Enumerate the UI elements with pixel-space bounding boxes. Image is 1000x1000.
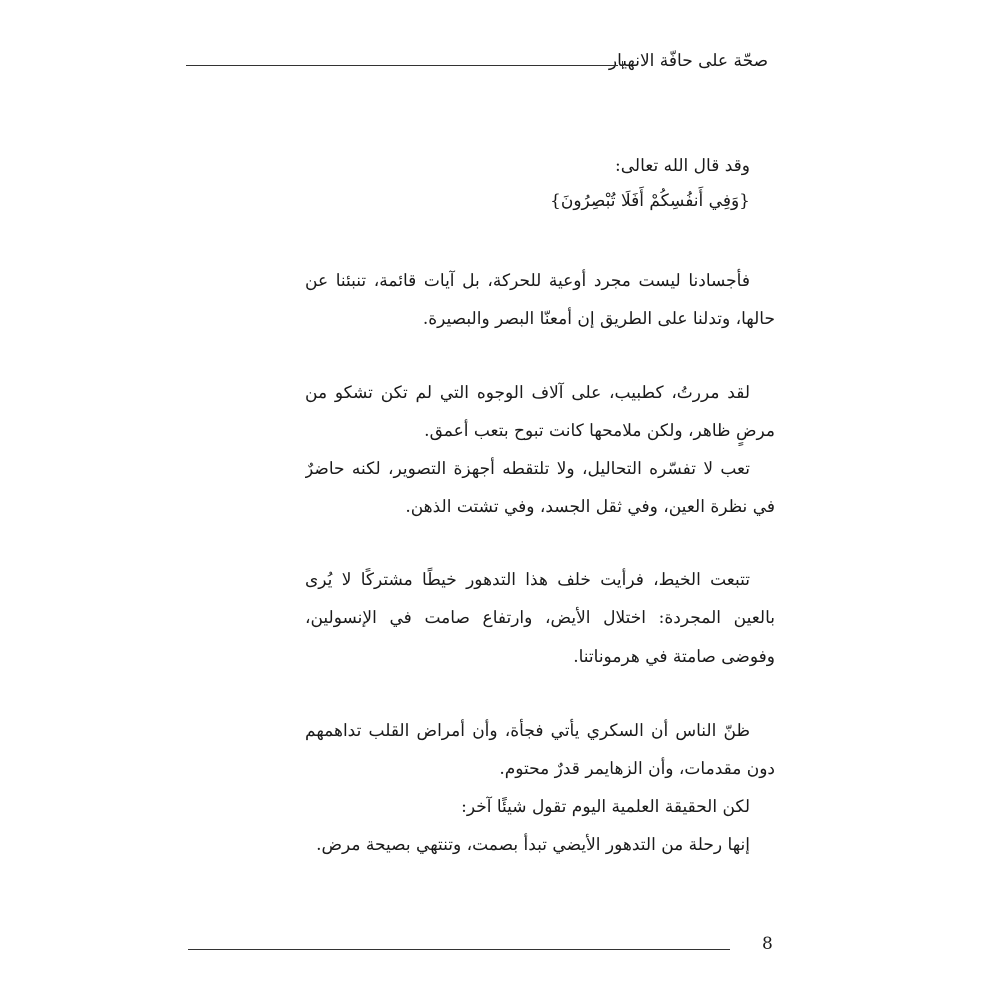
quran-verse: {وَفِي أَنفُسِكُمْ أَفَلَا تُبْصِرُونَ}	[550, 191, 750, 211]
running-header-title: صحّة على حافّة الانهيار	[608, 51, 768, 71]
header-rule	[186, 65, 618, 66]
paragraph-3-line-2: بالعين المجردة: اختلال الأيض، وارتفاع صامت في الإنسولين،	[305, 608, 775, 628]
paragraph-4-line-1: ظنّ الناس أن السكري يأتي فجأة، وأن أمراض القلب تداهمهم	[305, 721, 750, 741]
footer-rule	[188, 949, 730, 950]
paragraph-4-line-4: إنها رحلة من التدهور الأيضي تبدأ بصمت، وتنتهي بصيحة مرض.	[316, 835, 750, 855]
paragraph-2-line-4: في نظرة العين، وفي ثقل الجسد، وفي تشتت الذهن.	[405, 497, 775, 517]
paragraph-3-line-3: وفوضى صامتة في هرموناتنا.	[573, 647, 775, 667]
paragraph-2-line-2: مرضٍ ظاهر، ولكن ملامحها كانت تبوح بتعب أعمق.	[424, 421, 775, 441]
paragraph-1-line-2: حالها، وتدلنا على الطريق إن أمعنّا البصر والبصيرة.	[422, 309, 775, 329]
page-number: 8	[762, 934, 773, 954]
paragraph-4-line-3: لكن الحقيقة العلمية اليوم تقول شيئًا آخر:	[461, 797, 750, 817]
paragraph-3-line-1: تتبعت الخيط، فرأيت خلف هذا التدهور خيطًا مشتركًا لا يُرى	[305, 570, 750, 590]
paragraph-2-line-3: تعب لا تفسّره التحاليل، ولا تلتقطه أجهزة التصوير، لكنه حاضرٌ	[305, 459, 750, 479]
quote-intro: وقد قال الله تعالى:	[615, 156, 750, 176]
header-rule-tick	[618, 61, 623, 69]
paragraph-2-line-1: لقد مررتُ، كطبيب، على آلاف الوجوه التي لم تكن تشكو من	[305, 383, 750, 403]
paragraph-1-line-1: فأجسادنا ليست مجرد أوعية للحركة، بل آيات قائمة، تنبئنا عن	[305, 271, 750, 291]
paragraph-4-line-2: دون مقدمات، وأن الزهايمر قدرٌ محتوم.	[499, 759, 775, 779]
